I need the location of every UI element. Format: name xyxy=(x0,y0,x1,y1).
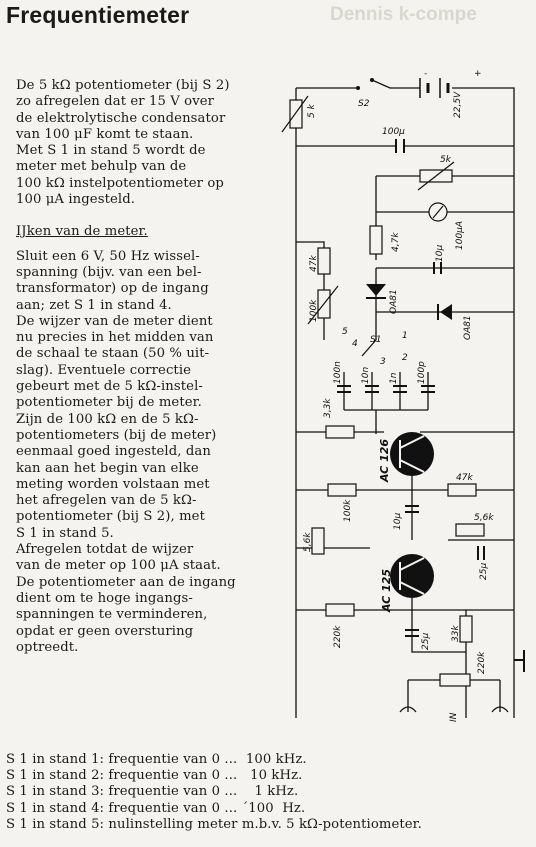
bleed-through-title: Dennis k-compe xyxy=(330,4,477,25)
pot-meter-label: 5k xyxy=(440,155,451,165)
pot-220k xyxy=(440,674,470,686)
r-220k xyxy=(326,604,354,616)
bat-plus: + xyxy=(474,69,482,79)
r-33k-label: 33k xyxy=(451,625,461,642)
pot-s2-label: 5 k xyxy=(307,104,317,118)
page-title: Frequentiemeter xyxy=(6,2,190,28)
input-label: IN xyxy=(449,712,459,722)
r-47k-b-label: 47k xyxy=(456,473,473,483)
r-33k xyxy=(460,616,472,642)
range-line: S 1 in stand 4: frequentie van 0 ... ´100 Hz. xyxy=(6,800,306,816)
bat-minus: - xyxy=(424,69,428,79)
c-100p-label: 100p xyxy=(417,361,427,384)
range-line: S 1 in stand 2: frequentie van 0 ... 10 kHz. xyxy=(6,768,303,784)
c-10u-b-label: 10µ xyxy=(393,512,403,530)
r-220k-label: 220k xyxy=(333,625,343,648)
pos-3: 3 xyxy=(380,357,386,367)
c-25u-a-label: 25µ xyxy=(479,562,489,580)
r-5k6-a xyxy=(312,528,324,554)
s1-label: S1 xyxy=(370,335,382,345)
pot-100k-label: 100k xyxy=(309,299,319,322)
range-line: S 1 in stand 3: frequentie van 0 ... 1 kHz. xyxy=(6,784,299,800)
r-4k7 xyxy=(370,226,382,254)
meter-label: 100µA xyxy=(455,220,465,250)
c-25u-b-label: 25µ xyxy=(421,632,431,650)
c-10n-label: 10n xyxy=(361,366,371,384)
c-100n-label: 100n xyxy=(333,361,343,384)
s2-label: S2 xyxy=(358,99,370,109)
r-47k-b xyxy=(448,484,476,496)
cap-main-label: 100µ xyxy=(382,127,405,137)
pos-2: 2 xyxy=(402,353,408,363)
r-100k-label: 100k xyxy=(343,499,353,522)
r-5k6-a-label: 5,6k xyxy=(303,532,313,552)
pos-1: 1 xyxy=(402,331,408,341)
r-100k xyxy=(328,484,356,496)
d1-label: OA81 xyxy=(389,289,399,314)
r-5k6-b-label: 5,6k xyxy=(474,513,494,523)
r-5k6-b xyxy=(456,524,484,536)
d2-label: OA81 xyxy=(463,315,473,340)
pot-s2 xyxy=(290,100,302,128)
pos-5: 5 xyxy=(342,327,348,337)
r-47k-a xyxy=(318,248,330,274)
calibration-paragraph: Sluit een 6 V, 50 Hz wissel- spanning (bijv. van een bel- transformator) op de ingang aan; zet S 1 in stand 4. De wijzer van de meter dient nu precies in het midden van de schaal te staan (50 % uit- slag). Eventuele correctie gebeurt met de 5 kΩ-instel- potentiometer bij de meter. Zijn de 100 kΩ en de 5 kΩ- potentiometers (bij de meter) eenmaal goed ingesteld, dan kan aan het begin van elke meting worden volstaan met het afregelen van de 5 kΩ- potentiometer (bij S 2), met S 1 in stand 5. Afregelen totdat de wijzer van de meter op 100 μA staat. De potentiometer aan de ingang dient om te hoge ingangs- spanningen te verminderen, opdat er geen oversturing optreedt. xyxy=(16,248,236,655)
pos-4: 4 xyxy=(352,339,358,349)
r-3k3 xyxy=(326,426,354,438)
range-line: S 1 in stand 5: nulinstelling meter m.b.v. 5 kΩ-potentiometer. xyxy=(6,816,422,832)
range-table xyxy=(6,752,526,833)
pot-220k-label: 220k xyxy=(477,651,487,674)
transistor-ac126 xyxy=(390,432,434,476)
section-heading: IJken van de meter. xyxy=(16,224,148,240)
r-4k7-label: 4,7k xyxy=(391,232,401,252)
c-10u-a-label: 10µ xyxy=(435,244,445,262)
battery-label: 22,5V xyxy=(453,91,463,118)
t1-label: AC 126 xyxy=(378,438,391,482)
t2-label: AC 125 xyxy=(380,568,393,612)
c-1n-label: 1n xyxy=(389,372,399,384)
range-line: S 1 in stand 1: frequentie van 0 ... 100 kHz. xyxy=(6,752,307,767)
r-47k-a-label: 47k xyxy=(309,255,319,272)
r-3k3-label: 3,3k xyxy=(323,398,333,418)
battery-symbol xyxy=(420,78,448,98)
transistor-ac125 xyxy=(390,554,434,598)
intro-paragraph: De 5 kΩ potentiometer (bij S 2) zo afregelen dat er 15 V over de elektrolytische condensator van 100 μF komt te staan. Met S 1 in stand 5 wordt de meter met behulp van de 100 kΩ instelpotentiometer op 100 μA ingesteld. xyxy=(16,78,230,208)
